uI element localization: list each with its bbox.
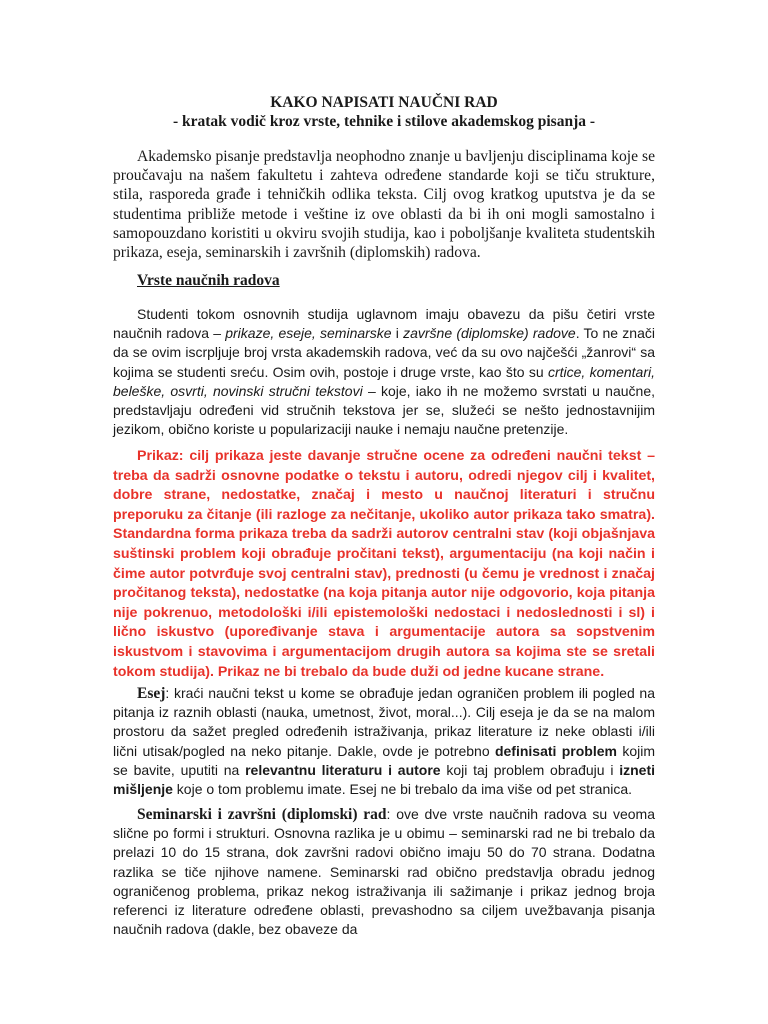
seminarski-paragraph: Seminarski i završni (diplomski) rad: ove dve vrste naučnih radova su veoma slične po formi i strukturi. Osnovna razlika je u obimu – seminarski rad ne bi trebalo da prelazi 10 do 15 strana, dok završni radovi obično imaju 50 do 70 strana. Dodatna razlika se tiče njihove namene. Seminarski rad obično predstavlja obradu jednog ograničenog problema, prikaz nekog istraživanja ili sažimanje i prikaz jednog broja referenci iz literature određene oblasti, prevashodno sa ciljem uvežbavanja pisanja naučnih radova (dakle, bez obaveze da (113, 806, 655, 938)
section-heading: Vrste naučnih radova (137, 272, 280, 289)
page-title: KAKO NAPISATI NAUČNI RAD (270, 94, 498, 111)
esej-paragraph: Esej: kraći naučni tekst u kome se obrađuje jedan ograničen problem ili pogled na pitanja iz raznih oblasti (nauka, umetnost, život, moral...). Cilj eseja je da se na malom prostoru da sažet pregled određenih istraživanja, prikaz literature iz neke oblasti i/ili lični utisak/pogled na neko pitanje. Dakle, ovde je potrebno definisati problem kojim se bavite, uputiti na relevantnu literaturu i autore koji taj problem obrađuju i izneti mišljenje koje o tom problemu imate. Esej ne bi trebalo da ima više od pet stranica. (113, 685, 655, 798)
prikaz-paragraph: Prikaz: cilj prikaza jeste davanje stručne ocene za određeni naučni tekst – treba da sadrži osnovne podatke o tekstu i autoru, odredi njegov cilj i kvalitet, dobre strane, nedostatke, značaj i mesto u naučnoj literaturi i stručnu preporuku za čitanje (ili razloge za nečitanje, ukoliko autor prikaza tako smatra). Standardna forma prikaza treba da sadrži autorov centralni stav (koji objašnjava suštinski problem koji obrađuje pročitani tekst), argumentaciju (na koji način i čime autor potvrđuje svoj centralni stav), prednosti (u čemu je vrednost i značaj pročitanog teksta), nedostatke (na koja pitanja autor nije odgovorio, koja pitanja nije pokrenuo, metodološki i/ili epistemološki nedostaci i nedoslednosti i sl) i lično iskustvo (upoređivanje stava i argumentacije autora sa sopstvenim iskustvom i stavovima i argumentacijom drugih autora sa kojima ste se sretali tokom studija). Prikaz ne bi trebalo da bude duži od jedne kucane strane. (113, 448, 655, 680)
page-subtitle: - kratak vodič kroz vrste, tehnike i stilove akademskog pisanja - (172, 113, 596, 130)
types-paragraph: Studenti tokom osnovnih studija uglavnom imaju obavezu da pišu četiri vrste naučnih radova – prikaze, eseje, seminarske i završne (diplomske) radove. To ne znači da se ovim iscrpljuje broj vrsta akademskih radova, već da su ovo najčešći „žanrovi“ sa kojima se studenti sreću. Osim ovih, postoje i druge vrste, kao što su crtice, komentari, beleške, osvrti, novinski stručni tekstovi – koje, iako ih ne možemo svrstati u naučne, predstavljaju određeni vid stručnih tekstova jer se, služeći se nešto jednostavnijim jezikom, obično koriste u popularizaciji nauke i nemaju naučne pretenzije. (113, 306, 655, 438)
intro-paragraph: Akademsko pisanje predstavlja neophodno znanje u bavljenju disciplinama koje se proučavaju na našem fakultetu i zahteva određene standarde koji se tiču strukture, stila, rasporeda građe i tehničkih odlika teksta. Cilj ovog kratkog uputstva je da se studentima približe metode i veštine iz ove oblasti da bi ih oni mogli samostalno i samopouzdano koristiti u okviru svojih studija, kao i poboljšanje kvaliteta studentskih prikaza, eseja, seminarskih i završnih (diplomskih) radova. (113, 148, 655, 262)
